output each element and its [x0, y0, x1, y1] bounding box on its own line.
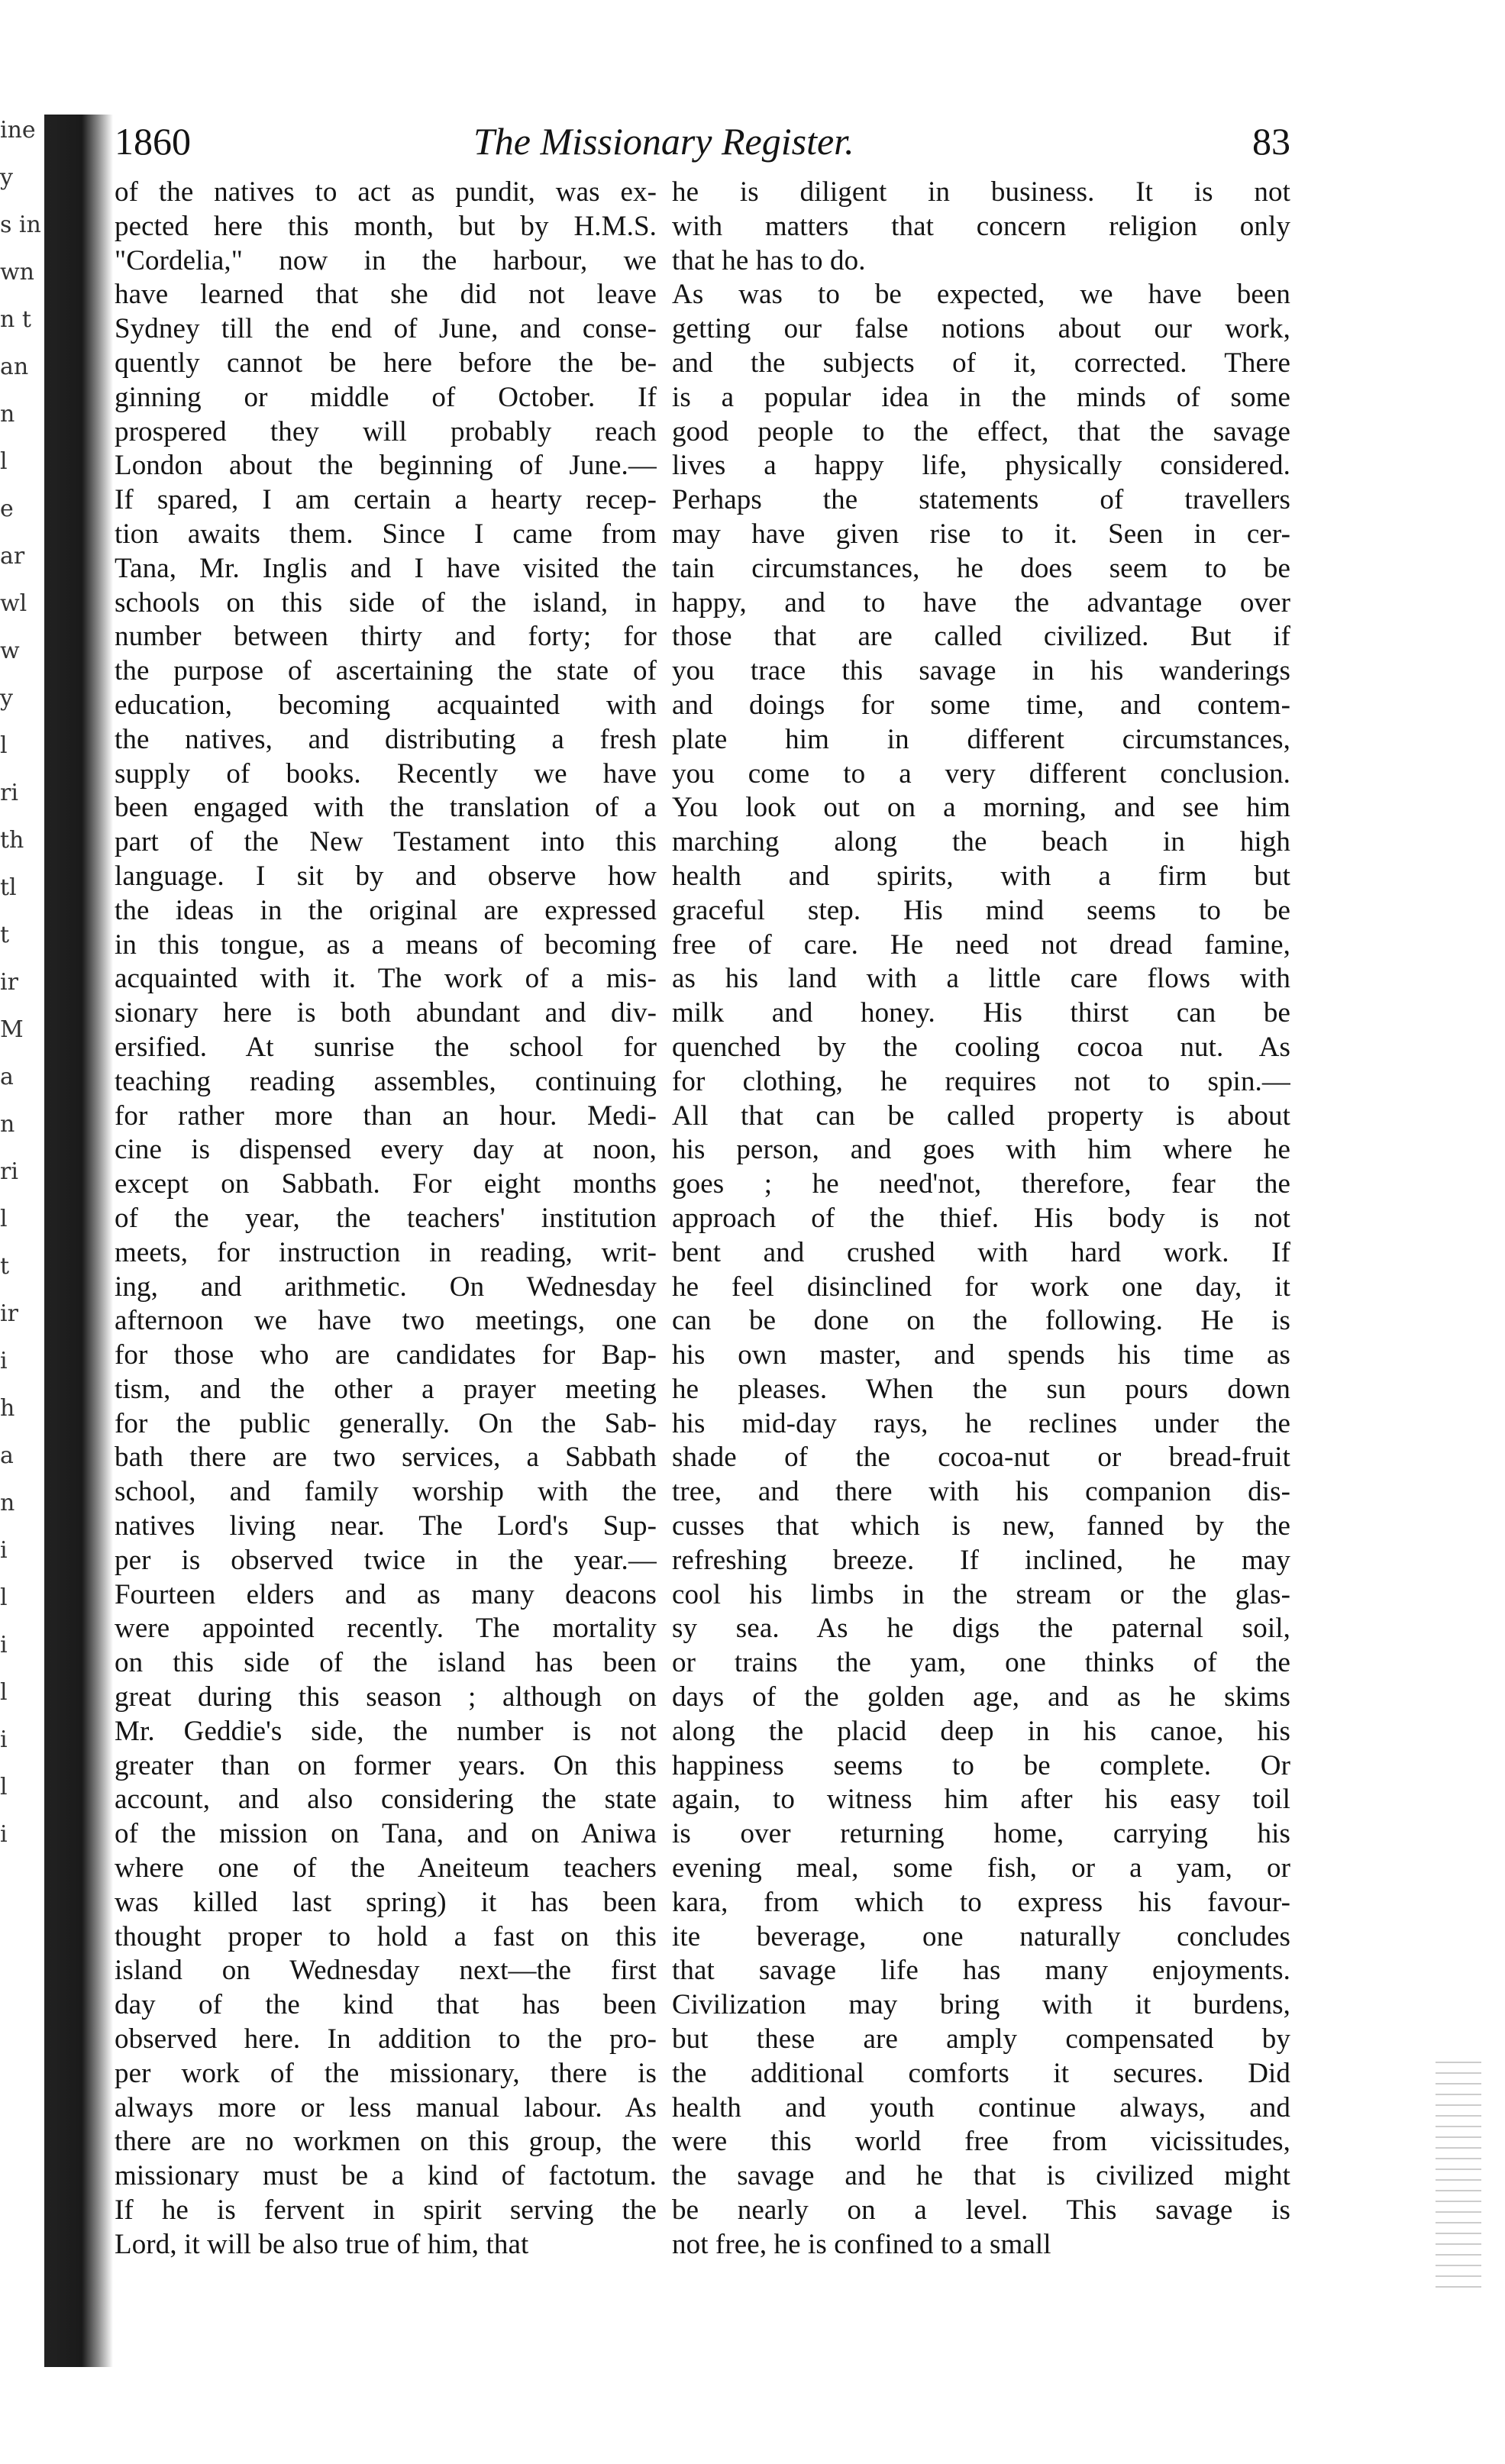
text-line: the ideas in the original are expressed — [115, 894, 657, 926]
text-line: of the year, the teachers' institution — [115, 1202, 657, 1234]
margin-fragment: i — [0, 1348, 8, 1374]
margin-fragment: l — [0, 732, 8, 759]
text-line: Perhaps the statements of travellers — [672, 484, 1290, 516]
margin-fragment: a — [0, 1064, 14, 1090]
text-line: you trace this savage in his wanderings — [672, 655, 1290, 687]
page-number: 83 — [1252, 120, 1290, 163]
margin-fragment: ir — [0, 969, 18, 996]
margin-fragment: y — [0, 164, 13, 191]
margin-fragment: l — [0, 1584, 8, 1611]
text-line: school, and family worship with the — [115, 1476, 657, 1508]
text-line: schools on this side of the island, in — [115, 586, 657, 618]
text-line: happy, and to have the advantage over — [672, 586, 1290, 618]
text-line: not free, he is confined to a small — [672, 2228, 1051, 2260]
left-column — [115, 176, 657, 2262]
text-line: always more or less manual labour. As — [115, 2091, 657, 2123]
text-line: education, becoming acquainted with — [115, 689, 657, 721]
text-line: or trains the yam, one thinks of the — [672, 1647, 1290, 1679]
text-line: the additional comforts it secures. Did — [672, 2057, 1290, 2089]
text-line: goes ; he need'not, therefore, fear the — [672, 1168, 1290, 1200]
margin-fragment: ine — [0, 117, 36, 144]
text-line: afternoon we have two meetings, one — [115, 1305, 657, 1337]
text-line: quently cannot be here before the be- — [115, 347, 657, 379]
margin-fragment: i — [0, 1821, 8, 1848]
text-line: ersified. At sunrise the school for — [115, 1031, 657, 1063]
text-line: tion awaits them. Since I came from — [115, 518, 657, 550]
text-line: those that are called civilized. But if — [672, 621, 1290, 653]
text-line: happiness seems to be complete. Or — [672, 1749, 1290, 1781]
text-line: is over returning home, carrying his — [672, 1818, 1290, 1850]
text-line: good people to the effect, that the savage — [672, 415, 1290, 447]
margin-fragment: i — [0, 1726, 8, 1753]
margin-fragment: wl — [0, 590, 27, 617]
text-line: again, to witness him after his easy toil — [672, 1784, 1290, 1816]
margin-bleed-text — [0, 107, 46, 2321]
text-line: he feel disinclined for work one day, it — [672, 1271, 1290, 1303]
text-line: plate him in different circumstances, — [672, 723, 1290, 755]
text-line: Tana, Mr. Inglis and I have visited the — [115, 552, 657, 584]
margin-fragment: ar — [0, 543, 25, 570]
text-line: teaching reading assembles, continuing — [115, 1065, 657, 1097]
margin-fragment: ri — [0, 1158, 18, 1185]
margin-fragment: M — [0, 1016, 24, 1043]
text-line: health and spirits, with a firm but — [672, 860, 1290, 892]
text-line: thought proper to hold a fast on this — [115, 1920, 657, 1952]
text-line: lives a happy life, physically considered. — [672, 450, 1290, 482]
text-line: but these are amply compensated by — [672, 2023, 1290, 2055]
text-line: "Cordelia," now in the harbour, we — [115, 244, 657, 276]
text-line: Fourteen elders and as many deacons — [115, 1578, 657, 1610]
margin-fragment: wn — [0, 259, 34, 286]
text-line: observed here. In addition to the pro- — [115, 2023, 657, 2055]
text-line: natives living near. The Lord's Sup- — [115, 1510, 657, 1542]
header-title: The Missionary Register. — [473, 120, 854, 163]
text-line: cine is dispensed every day at noon, — [115, 1134, 657, 1166]
text-line: As was to be expected, we have been — [672, 279, 1290, 311]
text-line: there are no workmen on this group, the — [115, 2126, 657, 2158]
right-column — [672, 176, 1290, 2262]
margin-fragment: l — [0, 1679, 8, 1706]
text-line: tism, and the other a prayer meeting — [115, 1373, 657, 1405]
text-line: may have given rise to it. Seen in cer- — [672, 518, 1290, 550]
text-line: days of the golden age, and as he skims — [672, 1681, 1290, 1713]
text-line: is a popular idea in the minds of some — [672, 381, 1290, 413]
margin-fragment: s in — [0, 212, 41, 238]
text-line: for clothing, he requires not to spin.— — [672, 1065, 1290, 1097]
margin-fragment: t — [0, 922, 10, 948]
text-line: and the subjects of it, corrected. There — [672, 347, 1290, 379]
text-line: getting our false notions about our work, — [672, 313, 1290, 345]
text-line: number between thirty and forty; for — [115, 621, 657, 653]
text-line: except on Sabbath. For eight months — [115, 1168, 657, 1200]
text-line: were this world free from vicissitudes, — [672, 2126, 1290, 2158]
text-line: quenched by the cooling cocoa nut. As — [672, 1031, 1290, 1063]
text-line: you come to a very different conclusion. — [672, 757, 1290, 790]
text-line: marching along the beach in high — [672, 826, 1290, 858]
text-line: day of the kind that has been — [115, 1989, 657, 2021]
margin-fragment: l — [0, 448, 8, 475]
margin-fragment: a — [0, 1442, 14, 1469]
margin-fragment: i — [0, 1632, 8, 1658]
text-line: with matters that concern religion only — [672, 210, 1290, 242]
text-line: his own master, and spends his time as — [672, 1339, 1290, 1371]
text-line: where one of the Aneiteum teachers — [115, 1852, 657, 1884]
text-line: per work of the missionary, there is — [115, 2057, 657, 2089]
margin-fragment: y — [0, 685, 13, 712]
margin-fragment: th — [0, 827, 24, 854]
margin-fragment: ir — [0, 1300, 18, 1327]
text-line: graceful step. His mind seems to be — [672, 894, 1290, 926]
text-line: sy sea. As he digs the paternal soil, — [672, 1613, 1290, 1645]
text-line: If he is fervent in spirit serving the — [115, 2194, 657, 2227]
margin-fragment: t — [0, 1253, 10, 1280]
text-line: cusses that which is new, fanned by the — [672, 1510, 1290, 1542]
text-line: the purpose of ascertaining the state of — [115, 655, 657, 687]
text-line: he pleases. When the sun pours down — [672, 1373, 1290, 1405]
margin-fragment: ri — [0, 780, 18, 806]
text-line: per is observed twice in the year.— — [115, 1544, 657, 1576]
text-line: greater than on former years. On this — [115, 1749, 657, 1781]
text-line: as his land with a little care flows with — [672, 963, 1290, 995]
text-line: If spared, I am certain a hearty recep- — [115, 484, 657, 516]
text-line: tree, and there with his companion dis- — [672, 1476, 1290, 1508]
text-line: tain circumstances, he does seem to be — [672, 552, 1290, 584]
page-header — [115, 115, 1290, 176]
text-line: he is diligent in business. It is not — [672, 176, 1290, 208]
text-line: shade of the cocoa-nut or bread-fruit — [672, 1442, 1290, 1474]
text-line: Lord, it will be also true of him, that — [115, 2228, 529, 2260]
text-line: ing, and arithmetic. On Wednesday — [115, 1271, 657, 1303]
text-line: that savage life has many enjoyments. — [672, 1955, 1290, 1987]
margin-fragment: n — [0, 1111, 15, 1138]
text-line: been engaged with the translation of a — [115, 792, 657, 824]
text-line: health and youth continue always, and — [672, 2091, 1290, 2123]
text-line: bent and crushed with hard work. If — [672, 1236, 1290, 1268]
text-line: great during this season ; although on — [115, 1681, 657, 1713]
text-line: supply of books. Recently we have — [115, 757, 657, 790]
text-line: All that can be called property is about — [672, 1100, 1290, 1132]
edge-speckle — [1436, 2062, 1481, 2291]
text-line: free of care. He need not dread famine, — [672, 928, 1290, 961]
margin-fragment: n — [0, 401, 15, 428]
text-line: approach of the thief. His body is not — [672, 1202, 1290, 1234]
text-line: You look out on a morning, and see him — [672, 792, 1290, 824]
text-line: London about the beginning of June.— — [115, 450, 657, 482]
text-line: kara, from which to express his favour- — [672, 1886, 1290, 1918]
text-line: Mr. Geddie's side, the number is not — [115, 1715, 657, 1747]
text-line: ginning or middle of October. If — [115, 381, 657, 413]
header-year: 1860 — [115, 120, 191, 163]
margin-fragment: an — [0, 354, 29, 380]
text-line: pected here this month, but by H.M.S. — [115, 210, 657, 242]
text-line: meets, for instruction in reading, writ- — [115, 1236, 657, 1268]
text-line: ite beverage, one naturally concludes — [672, 1920, 1290, 1952]
text-line: account, and also considering the state — [115, 1784, 657, 1816]
text-line: Civilization may bring with it burdens, — [672, 1989, 1290, 2021]
text-line: were appointed recently. The mortality — [115, 1613, 657, 1645]
text-line: prospered they will probably reach — [115, 415, 657, 447]
text-line: missionary must be a kind of factotum. — [115, 2160, 657, 2192]
margin-fragment: l — [0, 1206, 8, 1232]
margin-fragment: n — [0, 1490, 15, 1516]
binding-shadow — [44, 115, 113, 2367]
text-line: of the natives to act as pundit, was ex- — [115, 176, 657, 208]
text-line: and doings for some time, and contem- — [672, 689, 1290, 721]
text-line: language. I sit by and observe how — [115, 860, 657, 892]
text-line: his mid-day rays, he reclines under the — [672, 1407, 1290, 1439]
text-line: cool his limbs in the stream or the glas- — [672, 1578, 1290, 1610]
text-line: for rather more than an hour. Medi- — [115, 1100, 657, 1132]
text-line: milk and honey. His thirst can be — [672, 997, 1290, 1029]
margin-fragment: w — [0, 638, 20, 664]
text-line: island on Wednesday next—the first — [115, 1955, 657, 1987]
text-line: can be done on the following. He is — [672, 1305, 1290, 1337]
margin-fragment: h — [0, 1395, 15, 1422]
text-line: acquainted with it. The work of a mis- — [115, 963, 657, 995]
text-line: in this tongue, as a means of becoming — [115, 928, 657, 961]
margin-fragment: tl — [0, 874, 17, 901]
text-line: for the public generally. On the Sab- — [115, 1407, 657, 1439]
margin-fragment: l — [0, 1774, 8, 1800]
text-line: that he has to do. — [672, 244, 866, 276]
text-line: on this side of the island has been — [115, 1647, 657, 1679]
margin-fragment: n t — [0, 306, 31, 333]
text-line: evening meal, some fish, or a yam, or — [672, 1852, 1290, 1884]
text-line: his person, and goes with him where he — [672, 1134, 1290, 1166]
text-line: along the placid deep in his canoe, his — [672, 1715, 1290, 1747]
text-line: bath there are two services, a Sabbath — [115, 1442, 657, 1474]
text-line: Sydney till the end of June, and conse- — [115, 313, 657, 345]
text-line: of the mission on Tana, and on Aniwa — [115, 1818, 657, 1850]
text-line: part of the New Testament into this — [115, 826, 657, 858]
text-line: have learned that she did not leave — [115, 279, 657, 311]
text-line: for those who are candidates for Bap- — [115, 1339, 657, 1371]
text-line: the savage and he that is civilized might — [672, 2160, 1290, 2192]
margin-fragment: e — [0, 496, 14, 522]
text-line: the natives, and distributing a fresh — [115, 723, 657, 755]
text-line: was killed last spring) it has been — [115, 1886, 657, 1918]
text-line: refreshing breeze. If inclined, he may — [672, 1544, 1290, 1576]
text-line: be nearly on a level. This savage is — [672, 2194, 1290, 2227]
text-line: sionary here is both abundant and div- — [115, 997, 657, 1029]
margin-fragment: i — [0, 1537, 8, 1564]
